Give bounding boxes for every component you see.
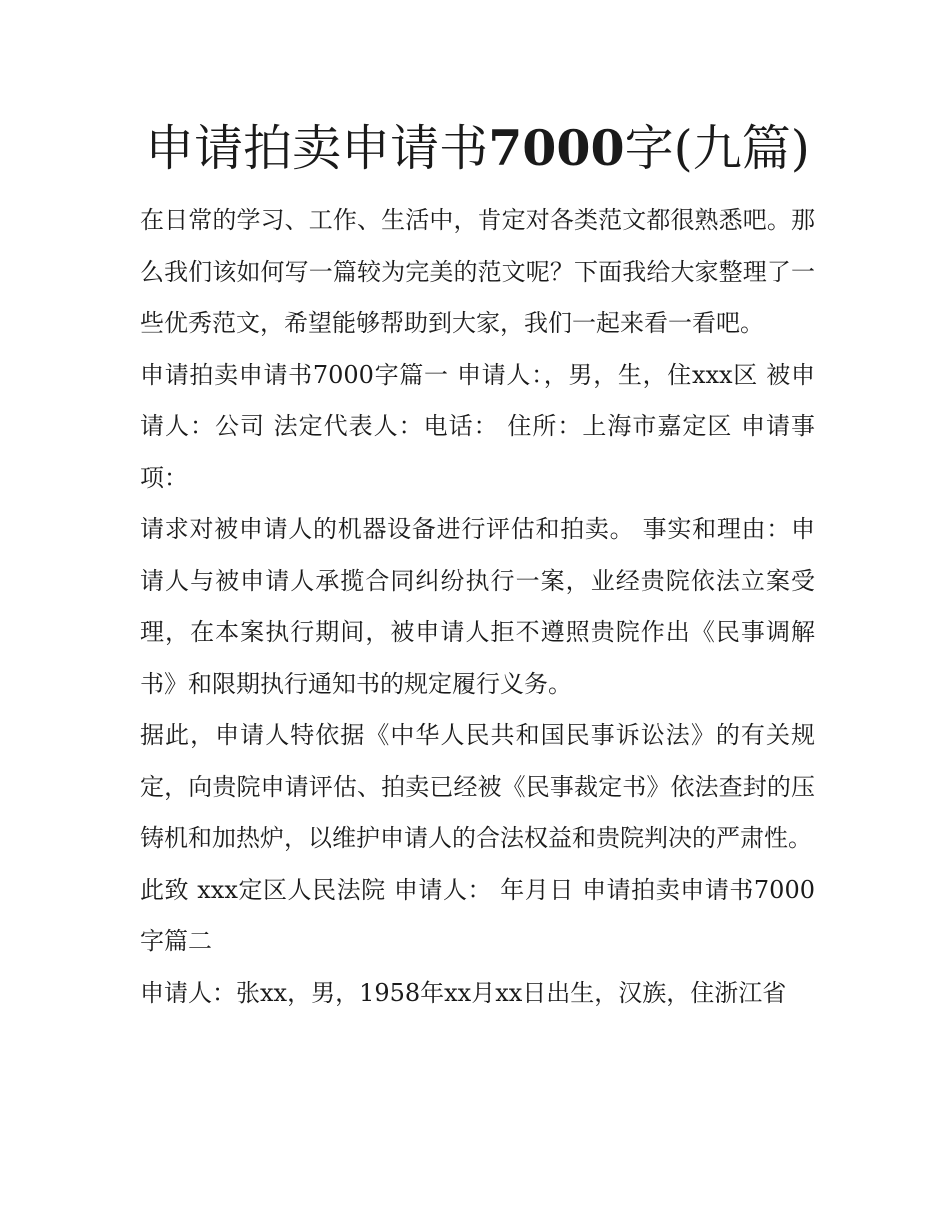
document-body <box>140 195 815 1019</box>
document-title <box>140 112 815 185</box>
title-suffix: 字(九篇) <box>624 120 810 177</box>
title-text: 申请拍卖申请书 <box>145 120 489 177</box>
document-page <box>140 112 815 1019</box>
paragraph-intro: 在日常的学习、工作、生活中，肯定对各类范文都很熟悉吧。那么我们该如何写一篇较为完美的范文呢？下面我给大家整理了一些优秀范文，希望能够帮助到大家，我们一起来看一看吧。 <box>140 206 815 337</box>
title-number: 7000 <box>488 119 625 177</box>
paragraph-legal-basis: 据此，申请人特依据《中华人民共和国民事诉讼法》的有关规定，向贵院申请评估、拍卖已经被《民事裁定书》依法查封的压铸机和加热炉，以维护申请人的合法权益和贵院判决的严肃性。 <box>140 721 815 852</box>
paragraph-applicant-info: 申请拍卖申请书7000字篇一 申请人：，男，生，住xxx区 被申请人：公司 法定代表人：电话： 住所：上海市嘉定区 申请事项： <box>140 360 815 492</box>
paragraph-request-facts: 请求对被申请人的机器设备进行评估和拍卖。 事实和理由：申请人与被申请人承揽合同纠纷执行一案，业经贵院依法立案受理，在本案执行期间，被申请人拒不遵照贵院作出《民事调解书》和限期执行通知书的规定履行义务。 <box>140 515 815 698</box>
paragraph-closing: 此致 xxx定区人民法院 申请人： 年月日 申请拍卖申请书7000字篇二 <box>140 875 815 955</box>
paragraph-second-applicant: 申请人：张xx，男，1958年xx月xx日出生，汉族，住浙江省 <box>140 978 787 1007</box>
